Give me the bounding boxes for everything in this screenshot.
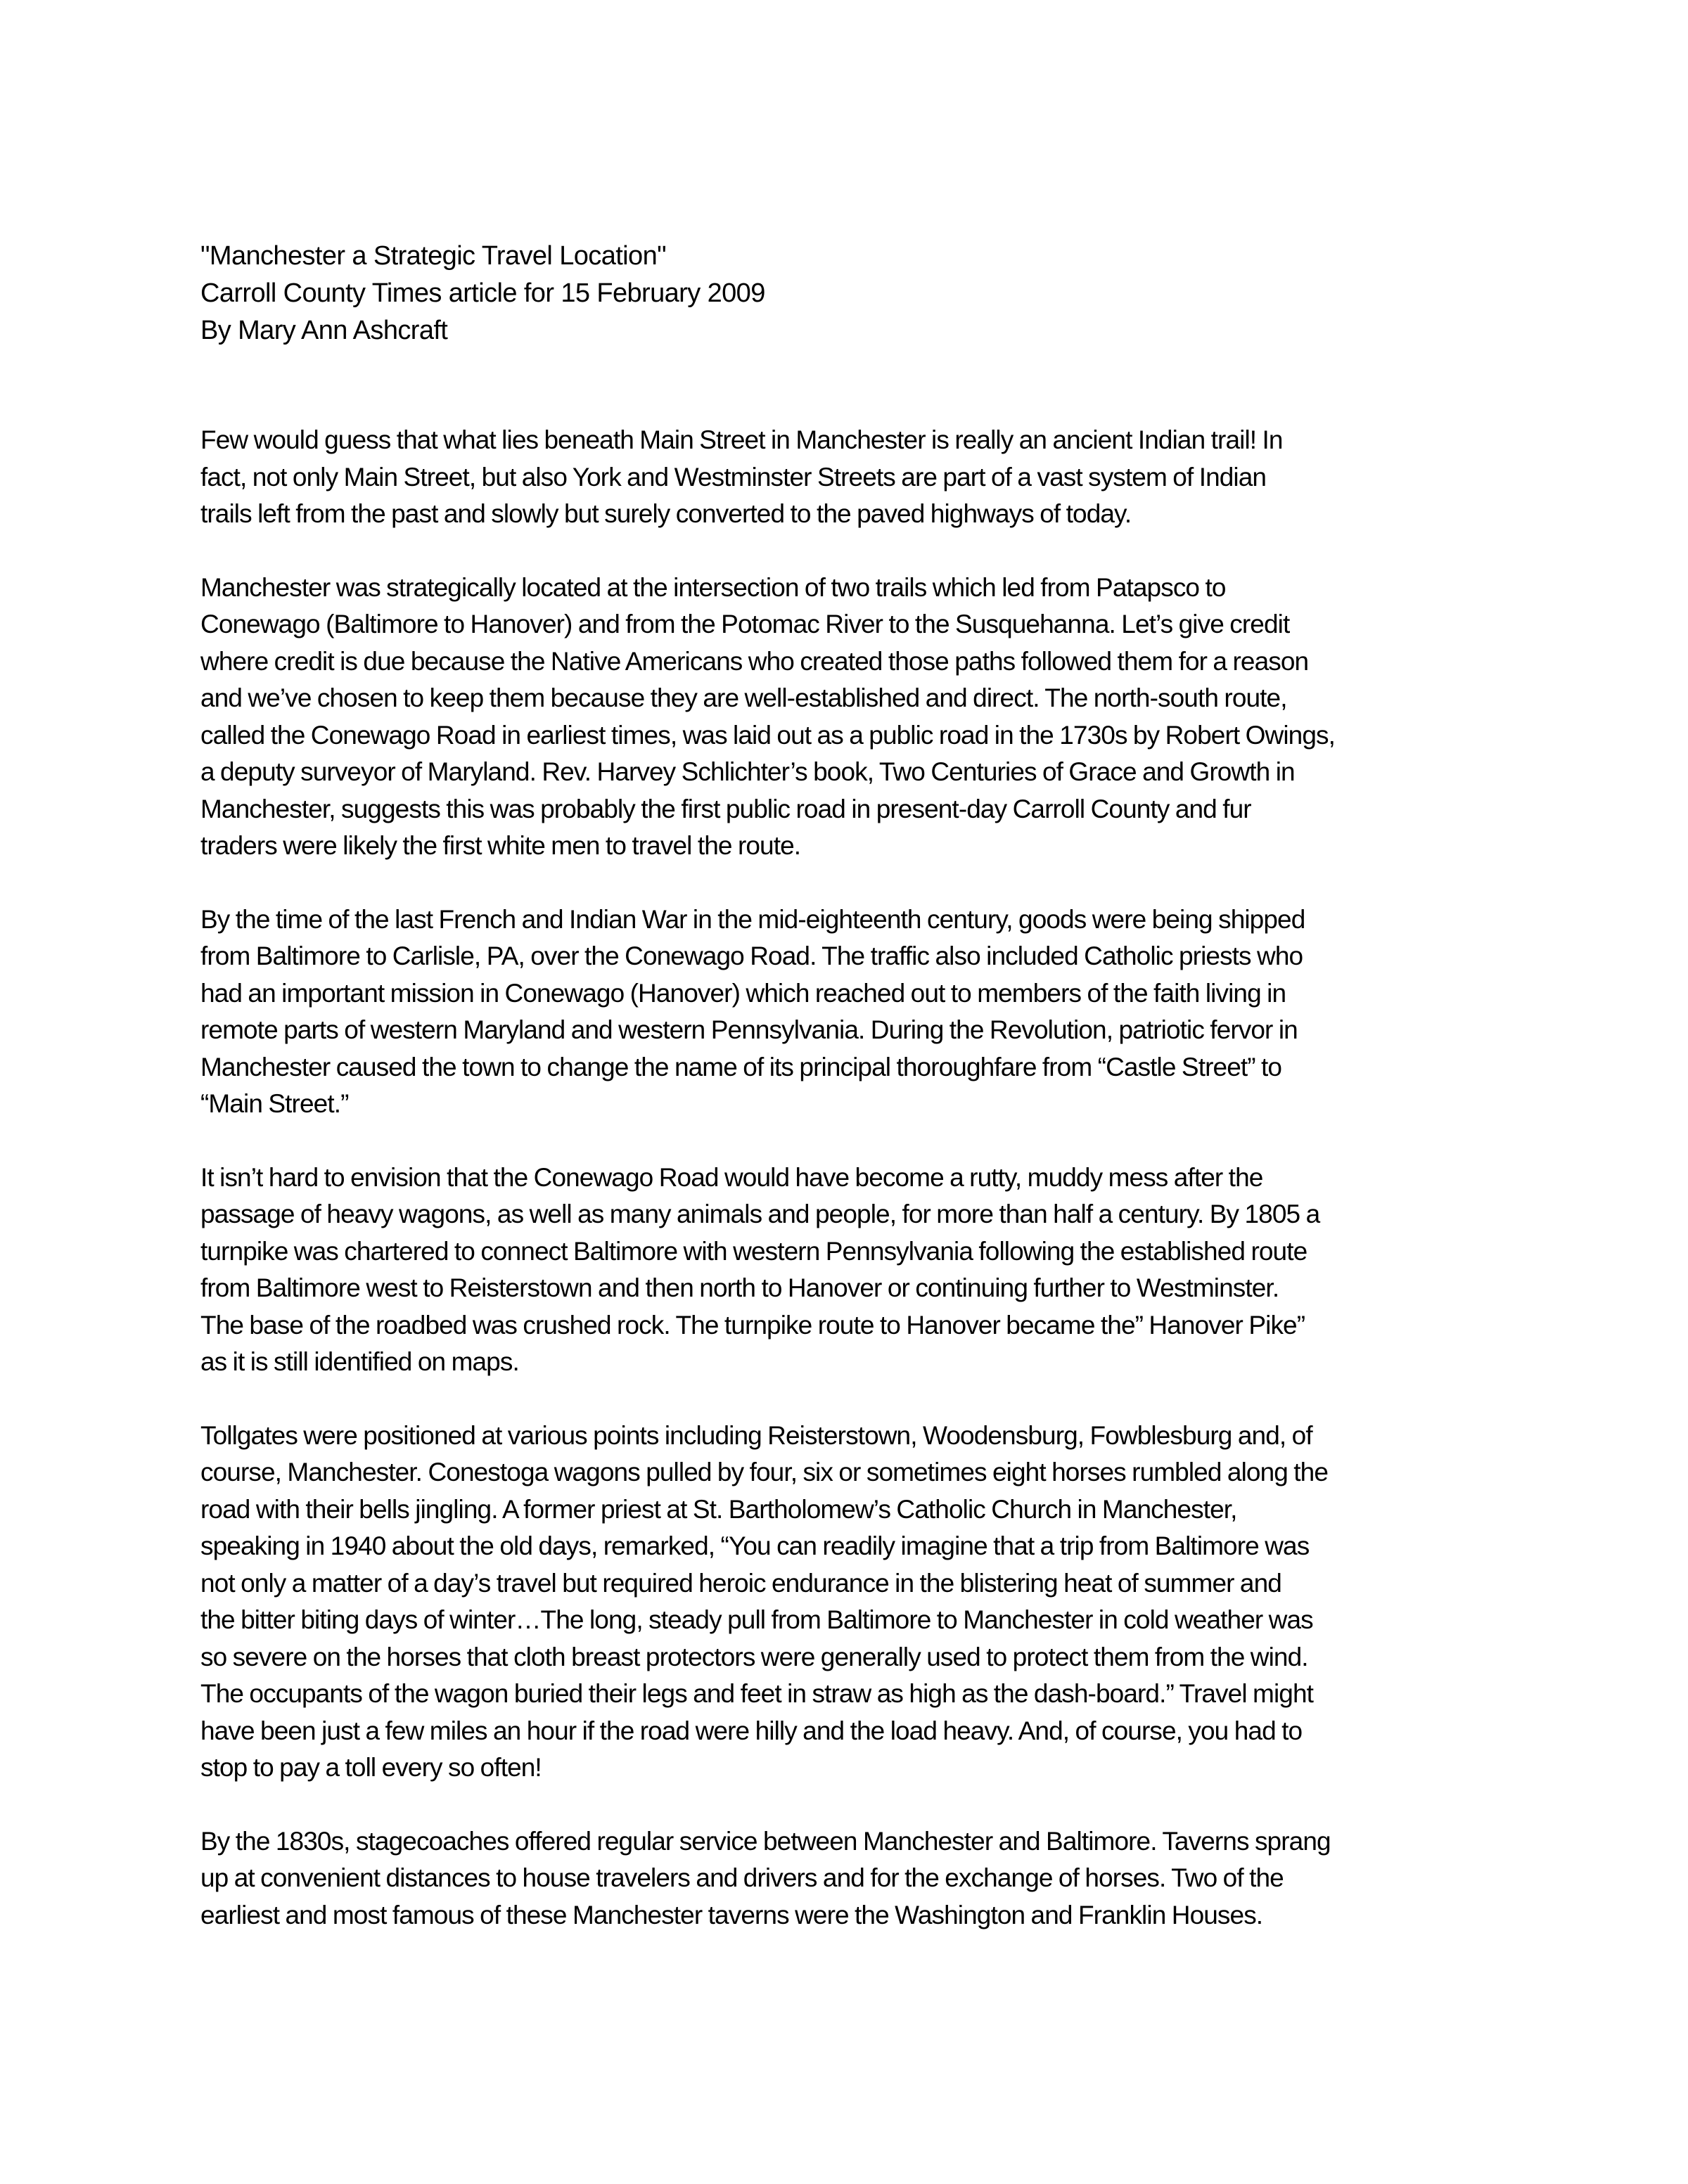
publication-line: Carroll County Times article for 15 February 2009 [200,278,765,308]
paragraph-3 [200,901,1537,1123]
text-line: Few would guess that what lies beneath Main Street in Manchester is really an ancient Indian trail! In [200,425,1283,454]
text-line: course, Manchester. Conestoga wagons pulled by four, six or sometimes eight horses rumbled along the [200,1458,1329,1486]
text-line: from Baltimore to Carlisle, PA, over the Conewago Road. The traffic also included Catholic priests who [200,942,1303,970]
text-line: stop to pay a toll every so often! [200,1753,542,1782]
text-line: the bitter biting days of winter…The long, steady pull from Baltimore to Manchester in cold weather was [200,1605,1313,1634]
byline: By Mary Ann Ashcraft [200,316,448,345]
text-line: By the 1830s, stagecoaches offered regular service between Manchester and Baltimore. Taverns sprang [200,1826,1331,1856]
article-title: "Manchester a Strategic Travel Location" [200,241,666,271]
text-line: By the time of the last French and Indian War in the mid-eighteenth century, goods were being shipped [200,904,1305,934]
paragraph-4 [200,1160,1537,1381]
text-line: so severe on the horses that cloth breast protectors were generally used to protect them from the wind. [200,1642,1308,1671]
text-line: remote parts of western Maryland and western Pennsylvania. During the Revolution, patriotic fervor in [200,1015,1298,1044]
text-line: trails left from the past and slowly but surely converted to the paved highways of today. [200,499,1132,528]
text-line: as it is still identified on maps. [200,1347,519,1376]
paragraph-5 [200,1418,1537,1787]
article-header [200,238,1537,349]
text-line: Manchester caused the town to change the name of its principal thoroughfare from “Castle Street” to [200,1052,1282,1081]
paragraph-1 [200,422,1537,533]
text-line: “Main Street.” [200,1089,349,1118]
text-line: turnpike was chartered to connect Baltimore with western Pennsylvania following the established route [200,1236,1307,1266]
text-line: up at convenient distances to house travelers and drivers and for the exchange of horses. Two of the [200,1863,1284,1892]
text-line: called the Conewago Road in earliest times, was laid out as a public road in the 1730s by Robert Owings, [200,720,1335,750]
text-line: The occupants of the wagon buried their legs and feet in straw as high as the dash-board.” Travel might [200,1679,1313,1708]
text-line: speaking in 1940 about the old days, remarked, “You can readily imagine that a trip from Baltimore was [200,1531,1310,1560]
text-line: not only a matter of a day’s travel but required heroic endurance in the blistering heat of summer and [200,1568,1281,1598]
text-line: Manchester was strategically located at the intersection of two trails which led from Patapsco to [200,572,1226,602]
text-line: road with their bells jingling. A former priest at St. Bartholomew’s Catholic Church in Manchester, [200,1494,1237,1524]
text-line: have been just a few miles an hour if the road were hilly and the load heavy. And, of course, you had to [200,1716,1303,1745]
article-body [200,422,1537,1970]
text-line: It isn’t hard to envision that the Conewago Road would have become a rutty, muddy mess after the [200,1162,1263,1192]
paragraph-6 [200,1823,1537,1934]
text-line: earliest and most famous of these Manchester taverns were the Washington and Franklin Houses. [200,1900,1263,1929]
text-line: The base of the roadbed was crushed rock. The turnpike route to Hanover became the” Hanover Pike” [200,1310,1305,1340]
text-line: Manchester, suggests this was probably the first public road in present-day Carroll County and fur [200,794,1251,823]
paragraph-2 [200,570,1537,865]
text-line: Tollgates were positioned at various points including Reisterstown, Woodensburg, Fowblesburg and, of [200,1420,1312,1450]
text-line: had an important mission in Conewago (Hanover) which reached out to members of the faith living in [200,978,1286,1008]
text-line: where credit is due because the Native Americans who created those paths followed them for a reason [200,646,1309,676]
text-line: Conewago (Baltimore to Hanover) and from the Potomac River to the Susquehanna. Let’s give credit [200,610,1290,638]
text-line: a deputy surveyor of Maryland. Rev. Harvey Schlichter’s book, Two Centuries of Grace and Growth in [200,757,1295,786]
text-line: traders were likely the first white men to travel the route. [200,831,801,860]
text-line: fact, not only Main Street, but also York and Westminster Streets are part of a vast system of Indian [200,462,1267,492]
text-line: from Baltimore west to Reisterstown and then north to Hanover or continuing further to Westminster. [200,1273,1279,1302]
text-line: passage of heavy wagons, as well as many animals and people, for more than half a century. By 1805 a [200,1200,1320,1228]
text-line: and we’ve chosen to keep them because they are well-established and direct. The north-south route, [200,683,1287,712]
